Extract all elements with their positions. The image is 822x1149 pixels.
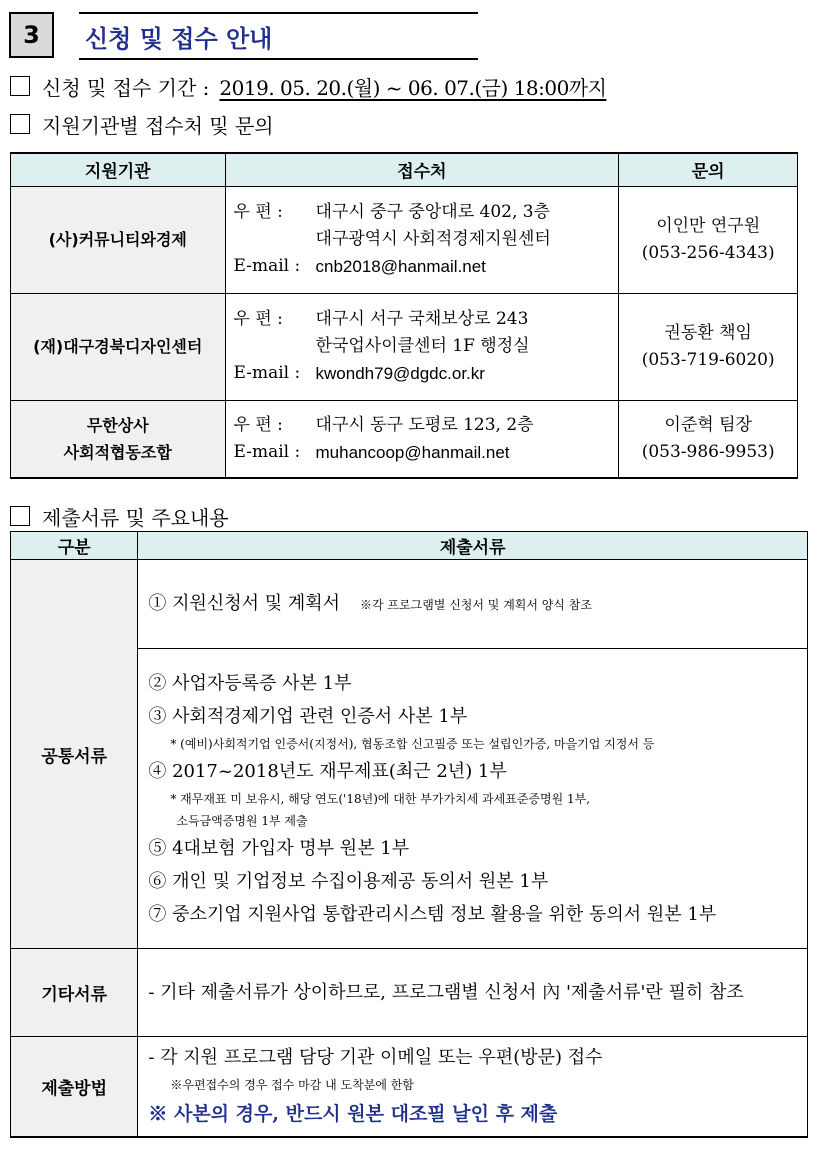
contact-name: 이준혁 팀장: [664, 414, 752, 435]
contact-phone: (053-719-6020): [641, 349, 775, 370]
email-label: E-mail :: [233, 441, 301, 462]
org-name-line: 무한상사: [86, 415, 149, 435]
document-item: ② 사업자등록증 사본 1부: [148, 672, 352, 694]
documents-header-row: [11, 532, 808, 560]
org-name: (사)커뮤니티와경제: [11, 186, 226, 293]
documents-heading-text: 제출서류 및 주요내용: [42, 505, 229, 530]
document-item: ④ 2017~2018년도 재무제표(최근 2년) 1부: [148, 760, 507, 782]
contact-cell: [619, 293, 798, 400]
post-line: 대구시 중구 중앙대로 402, 3층: [315, 202, 551, 222]
table-row: [11, 186, 798, 293]
header-contact: 문의: [619, 153, 798, 186]
document-item: ⑦ 중소기업 지원사업 통합관리시스템 정보 활용을 위한 동의서 원본 1부: [148, 903, 717, 925]
address-cell: [225, 293, 619, 400]
email-address: muhancoop@hanmail.net: [315, 442, 510, 462]
category-common: 공통서류: [11, 560, 138, 949]
contact-cell: [619, 400, 798, 478]
address-cell: [225, 400, 619, 478]
header-address: 접수처: [225, 153, 619, 186]
item-note: ※우편접수의 경우 접수 마감 내 도착분에 한함: [170, 1077, 414, 1092]
post-line: 대구시 동구 도평로 123, 2층: [315, 414, 534, 435]
category-method: 제출방법: [11, 1037, 138, 1137]
documents-table: [10, 531, 808, 1138]
item-note: * (예비)사회적기업 인증서(지정서), 협동조합 신고필증 또는 설립인가증, 마을기업 지정서 등: [170, 736, 655, 751]
address-cell: [225, 186, 619, 293]
checkbox-square-icon: [10, 114, 30, 134]
documents-heading: [10, 502, 229, 530]
contact-cell: [619, 186, 798, 293]
section-title: 신청 및 접수 안내: [85, 24, 273, 53]
table-row: [11, 560, 808, 649]
checkbox-square-icon: [10, 76, 30, 96]
document-item: ① 지원신청서 및 계획서 ※각 프로그램별 신청서 및 계획서 양식 참조: [148, 592, 592, 614]
post-line: 한국업사이클센터 1F 행정실: [315, 336, 530, 356]
contacts-table: [10, 152, 798, 479]
item-note: * 재무재표 미 보유시, 해당 연도('18년)에 대한 부가가치세 과세표준증명원 1부,: [170, 791, 591, 806]
post-line: 대구광역시 사회적경제지원센터: [315, 229, 551, 249]
header-documents: 제출서류: [138, 532, 808, 560]
header-org: 지원기관: [11, 153, 226, 186]
document-item: ⑥ 개인 및 기업정보 수집이용제공 동의서 원본 1부: [148, 870, 549, 892]
documents-cell: [138, 649, 808, 949]
contacts-heading: [10, 110, 274, 138]
section-title-top-rule: [79, 12, 478, 14]
highlight-note: ※ 사본의 경우, 반드시 원본 대조필 날인 후 제출: [148, 1102, 558, 1125]
document-item: ③ 사회적경제기업 관련 인증서 사본 1부: [148, 705, 468, 727]
email-label: E-mail :: [233, 363, 301, 383]
documents-cell: [138, 1037, 808, 1137]
checkbox-square-icon: [10, 506, 30, 526]
contacts-heading-text: 지원기관별 접수처 및 문의: [42, 113, 274, 138]
contact-phone: (053-986-9953): [641, 441, 775, 462]
document-item: - 각 지원 프로그램 담당 기관 이메일 또는 우편(방문) 접수: [148, 1046, 603, 1068]
email-label: E-mail :: [233, 256, 301, 276]
table-row: [11, 1037, 808, 1137]
org-name-line: 사회적협동조합: [63, 442, 172, 462]
section-number: 3: [9, 12, 54, 58]
item-note: 소득금액증명원 1부 제출: [176, 813, 308, 828]
document-item: ⑤ 4대보험 가입자 명부 원본 1부: [148, 837, 410, 859]
contact-name: 이인만 연구원: [656, 215, 761, 236]
header-category: 구분: [11, 532, 138, 560]
email-address: cnb2018@hanmail.net: [315, 257, 486, 276]
post-line: 대구시 서구 국채보상로 243: [315, 309, 529, 329]
email-address: kwondh79@dgdc.or.kr: [315, 364, 485, 383]
period-label: 신청 및 접수 기간 :: [42, 75, 210, 100]
section-title-bottom-rule: [79, 58, 478, 60]
category-other: 기타서류: [11, 949, 138, 1037]
documents-cell: [138, 560, 808, 649]
table-row: [11, 949, 808, 1037]
org-name: (재)대구경북디자인센터: [11, 293, 226, 400]
contact-name: 권동환 책임: [664, 322, 752, 343]
table-row: [11, 293, 798, 400]
document-item: - 기타 제출서류가 상이하므로, 프로그램별 신청서 內 '제출서류'란 필히 참조: [148, 982, 744, 1003]
contact-phone: (053-256-4343): [641, 242, 775, 263]
documents-cell: [138, 949, 808, 1037]
table-row: [11, 400, 798, 478]
period-line: [10, 72, 606, 100]
post-label: 우 편 :: [233, 309, 283, 329]
period-value: 2019. 05. 20.(월) ~ 06. 07.(금) 18:00까지: [219, 75, 607, 100]
post-label: 우 편 :: [233, 414, 283, 435]
contacts-header-row: [11, 153, 798, 186]
item-note: ※각 프로그램별 신청서 및 계획서 양식 참조: [360, 597, 592, 612]
org-name: [11, 400, 226, 478]
post-label: 우 편 :: [233, 202, 283, 222]
